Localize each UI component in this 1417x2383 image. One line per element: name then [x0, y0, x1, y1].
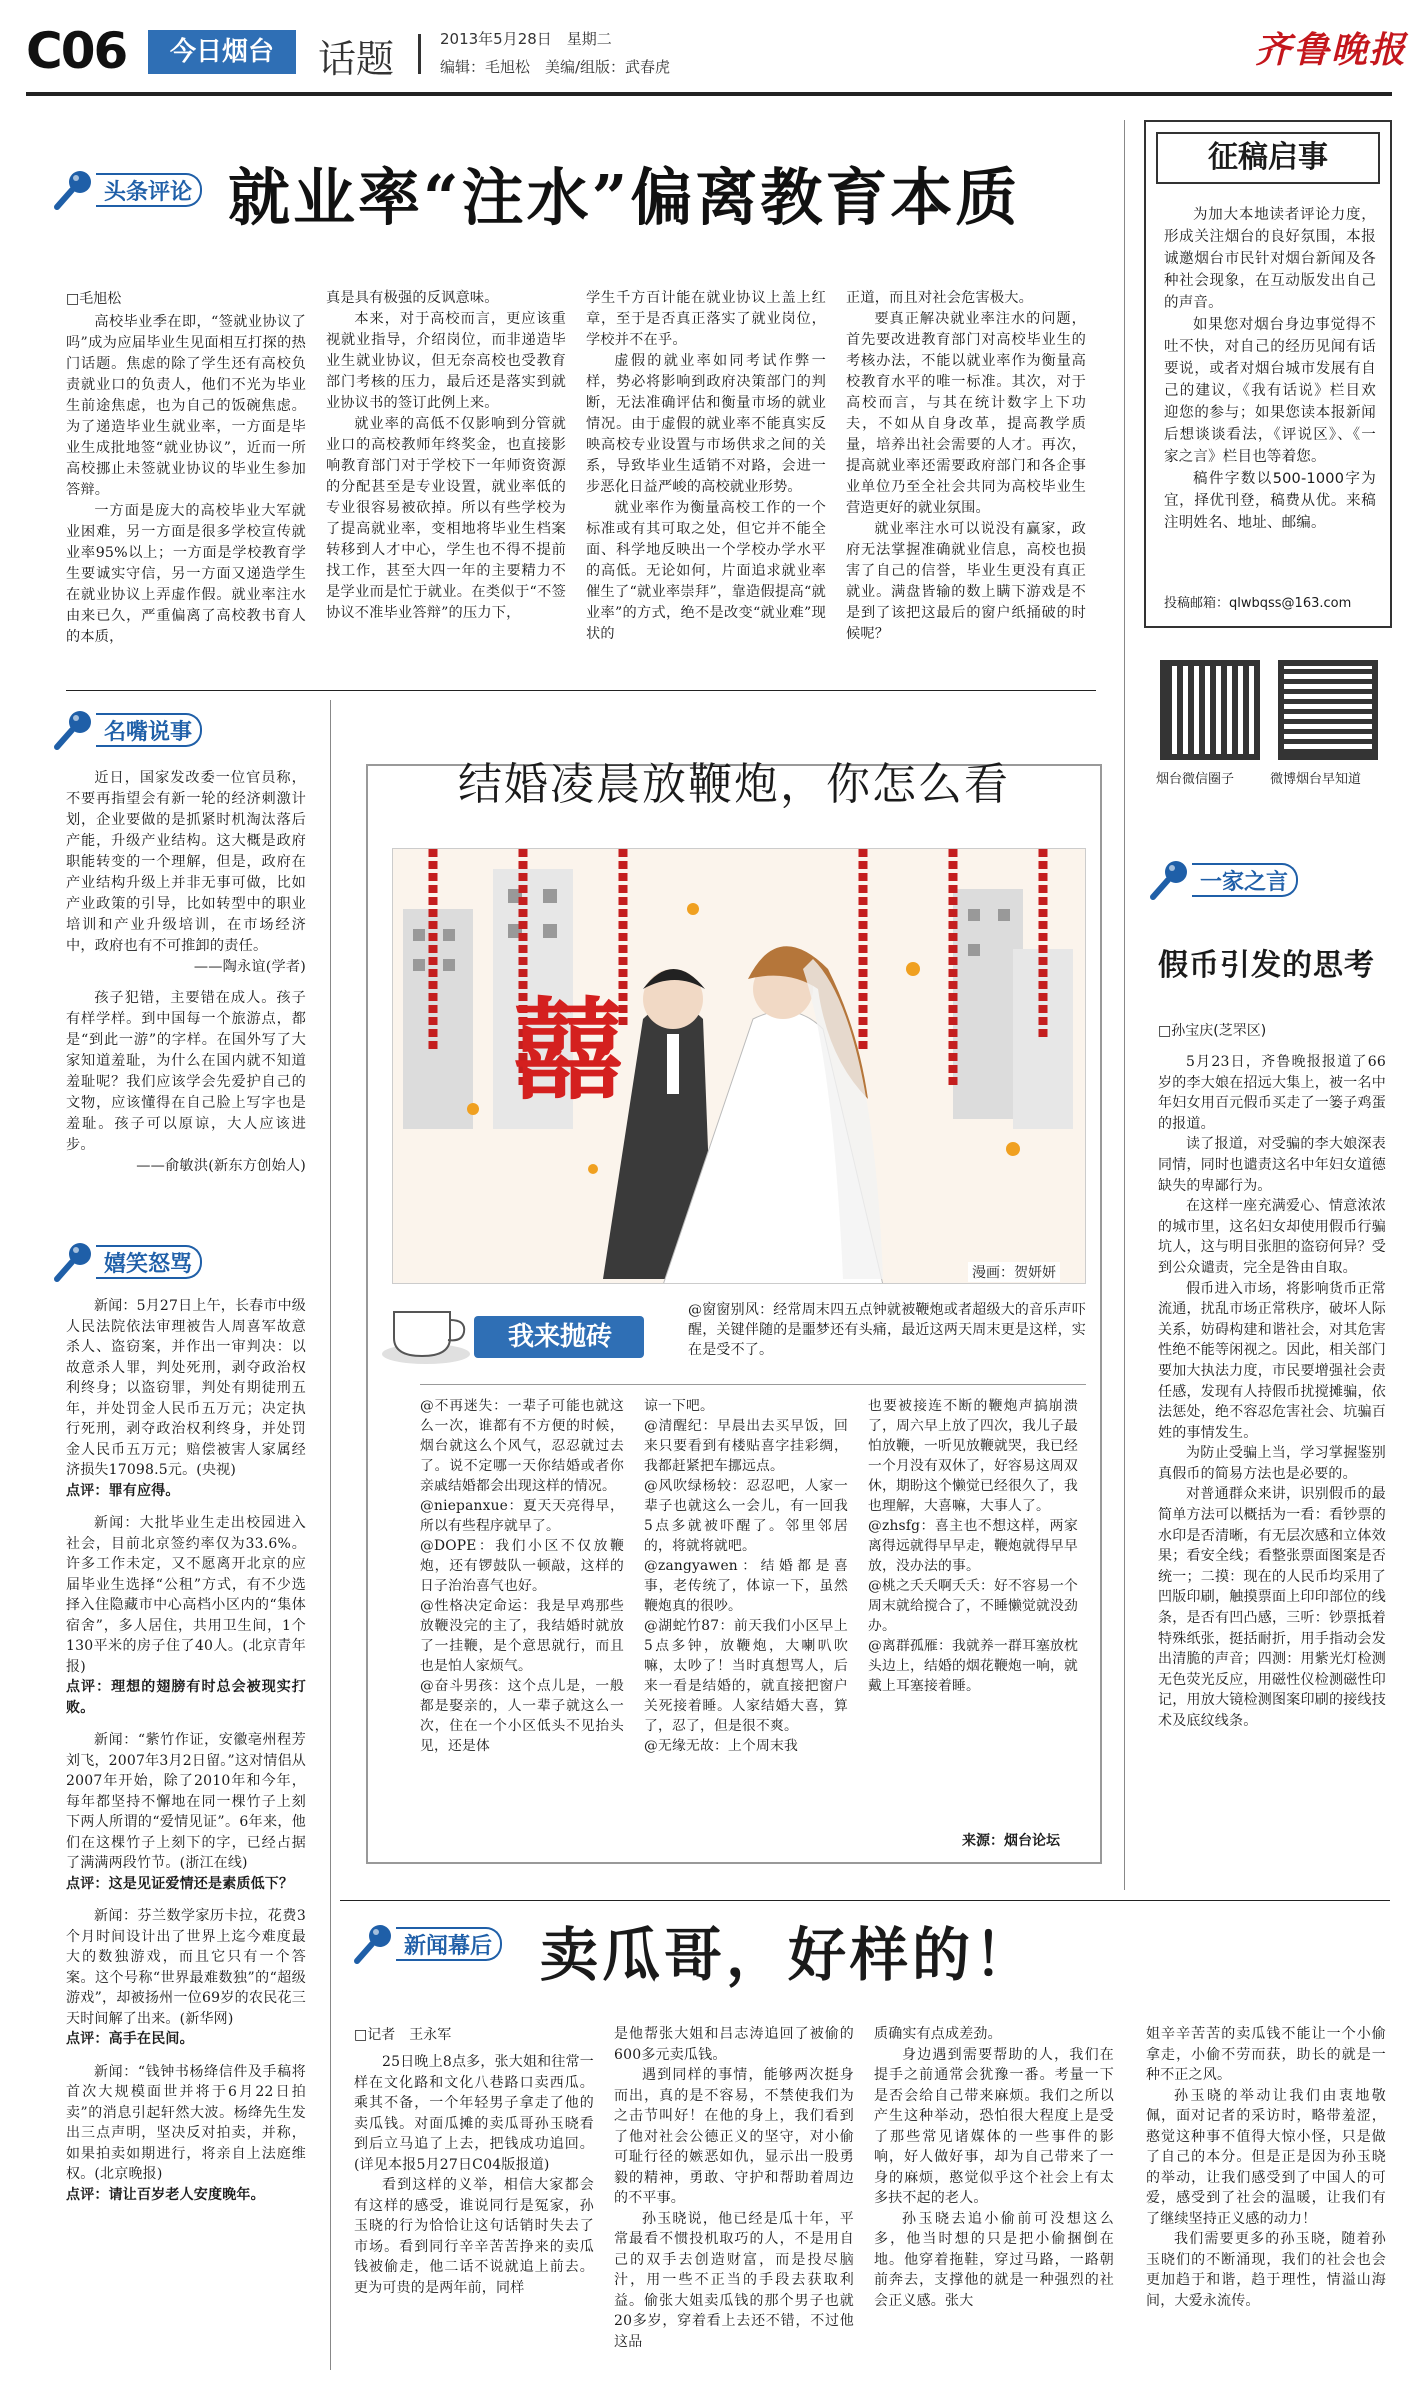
page-header	[0, 0, 1417, 100]
wedding-cartoon	[392, 848, 1086, 1284]
famous-column: 近日，国家发改委一位官员称，不要再指望会有新一轮的经济刺激计划，企业要做的是抓紧时机淘汰落后产能，升级产业结构。这大概是政府职能转变的一个理解，但是，政府在产业结构升级上并非无事可做，比如产业政策的引导，比如转型中的职业培训和产业升级培训，在市场经济中，政府也有不可推卸的责任。 ——陶永谊(学者) 孩子犯错，主要错在成人。孩子有样学样。到中国每一个旅游点，都是“到此一游”的字样。在国外写了大家知道羞耻，为什么在国内就不知道羞耻呢？我们应该学会先爱护自己的文物，应该懂得在自己脸上写字也是羞耻。孩子可以原谅，大人应该进步。 ——俞敏洪(新东方创始人)	[66, 770, 306, 1174]
lead-column-2: 真是具有极强的反讽意味。 本来，对于高校而言，更应该重视就业指导，介绍岗位，而非递造毕业生就业协议，但无奈高校也受教育部门考核的压力，最后还是落实到就业协议书的签订此例上来。 就业率的高低不仅影响到分管就业口的高校教师年终奖金，也直接影响教育部门对于学校下一年师资资源的分配甚至是专业设置，就业率低的专业很容易被砍掉。所以有些学校为了提高就业率，变相地将毕业生档案转移到人才中心，学生也不得不提前找工作，甚至大四一年的主要精力不是学业而是忙于就业。在类似于“不签协议不准毕业答辩”的压力下，	[326, 290, 566, 621]
opinion-tag: 一家之言	[1148, 858, 1298, 902]
topic-label: 话题	[318, 37, 395, 81]
opinion-byline: □孙宝庆(芝罘区)	[1158, 1023, 1267, 1039]
microphone-icon	[52, 168, 96, 212]
lead-tag: 头条评论	[52, 168, 202, 212]
laugh-tag: 嬉笑怒骂	[52, 1240, 202, 1284]
wedding-title: 结婚凌晨放鞭炮，你怎么看	[458, 759, 1010, 810]
laugh-column: 新闻：5月27日上午，长春市中级人民法院依法审理被告人周喜军故意杀人、盗窃案，并作出一审判决：以故意杀人罪，判处死刑，剥夺政治权利终身；以盗窃罪，判处有期徒刑五年，并处罚金人民币五万元；决定执行死刑，剥夺政治权利终身，并处罚金人民币五万元；赔偿被害人家属经济损失17098.5元。(央视) 点评：罪有应得。 新闻：大批毕业生走出校园进入社会，目前北京签约率仅为33.6%。许多工作未定，又不愿离开北京的应届毕业生选择“公租”方式，有不少选择入住隐藏市中心高档小区内的“集体宿舍”，多人居住，共用卫生间，1个130平米的房子住了40人。(北京青年报) 点评：理想的翅膀有时总会被现实打败。 新闻：“紫竹作证，安徽亳州程芳刘飞，2007年3月2日留。”这对情侣从2007年开始，除了2010年和今年，每年都坚持不懈地在同一棵竹子上刻下两人所谓的“爱情见证”。6年来，他们在这棵竹子上刻下的字，已经占据了满满两段竹节。(浙江在线) 点评：这是见证爱情还是素质低下？ 新闻：芬兰数学家历卡拉，花费3个月时间设计出了世界上迄今难度最大的数独游戏，而且它只有一个答案。这个号称“世界最难数独”的“超级游戏”，却被扬州一位69岁的农民花三天时间解了出来。(新华网) 点评：高手在民间。 新闻：“钱钟书杨绛信件及手稿将首次大规模面世并将于6月22日拍卖”的消息引起轩然大波。杨绛先生发出三点声明，坚决反对拍卖，并称，如果拍卖如期进行，将亲自上法庭维权。(北京晚报) 点评：请让百岁老人安度晚年。	[66, 1298, 306, 2203]
section-badge: 今日烟台	[148, 30, 296, 74]
wedding-source: 来源：烟台论坛	[962, 1833, 1060, 1849]
melon-title: 卖瓜哥，好样的！	[540, 1921, 1037, 1989]
melon-column-1: 25日晚上8点多，张大姐和往常一样在文化路和文化八巷路口卖西瓜。乘其不备，一个年轻男子拿走了他的卖瓜钱。对面瓜摊的卖瓜哥孙玉晓看到后立马追了上去，把钱成功追回。(详见本报5月27日C04版报道) 看到这样的义举，相信大家都会有这样的感受，谁说同行是冤家，孙玉晓的行为恰恰让这句话销时失去了市场。看到同行辛辛苦苦挣来的卖瓜钱被偷走，他二话不说就追上前去。更为可贵的是两年前，同样	[354, 2054, 594, 2296]
melon-byline: □记者 王永军	[354, 2027, 452, 2043]
notice-box	[1144, 120, 1392, 628]
qr-code-wechat[interactable]	[1160, 660, 1260, 760]
cartoon-credit: 漫画：贺妍妍	[968, 1262, 1060, 1282]
header-rule	[26, 92, 1392, 96]
wedding-column-1: @不再迷失：一辈子可能也就这么一次，谁都有不方便的时候，烟台就这么个风气，忍忍就过去了。说不定哪一天你结婚或者你亲戚结婚都会出现这样的情况。 @niepanxue：夏天天亮得早，所以有些程序就早了。 @DOPE：我们小区不仅放鞭炮，还有锣鼓队一顿敲，这样的日子治治喜气也好。 @性格决定命运：我是早鸡那些放鞭没完的主了，我结婚时就放了一挂鞭，是个意思就行，而且也是怕人家烦气。 @奋斗男孩：这个点儿是，一般都是娶亲的，人一辈子就这么一次，住在一个小区低头不见抬头见，还是体	[420, 1398, 624, 1754]
melon-column-2: 是他帮张大姐和吕志涛追回了被偷的600多元卖瓜钱。 遇到同样的事情，能够两次挺身而出，真的是不容易，不禁使我们为之击节叫好！在他的身上，我们看到了他对社会公德正义的坚守，对小偷可耻行径的嫉恶如仇，显示出一股勇毅的精神，勇敢、守护和帮助着周边的不平事。 孙玉晓说，他已经是瓜十年，平常最看不惯投机取巧的人，不是用自己的双手去创造财富，而是投尽脑汁，用一些不正当的手段去获取利益。偷张大姐卖瓜钱的那个男子也就20多岁，穿着看上去还不错，不过他这品	[614, 2026, 854, 2350]
divider	[1124, 120, 1125, 1890]
brick-badge	[378, 1292, 658, 1372]
issue-date: 2013年5月28日 星期二	[440, 30, 612, 48]
qr-label-weibo: 微博烟台早知道	[1270, 772, 1362, 787]
divider	[420, 1384, 1086, 1385]
brick-intro: @窗窗别风：经常周末四五点钟就被鞭炮或者超级大的音乐声吓醒，关键伴随的是噩梦还有头痛，最近这两天周末更是这样，实在是受不了。	[688, 1302, 1086, 1358]
qr-label-wechat: 烟台微信圈子	[1156, 772, 1235, 787]
lead-column-3: 学生千方百计能在就业协议上盖上红章，至于是否真正落实了就业岗位，学校并不在乎。 虚假的就业率如同考试作弊一样，势必将影响到政府决策部门的判断，无法准确评估和衡量市场的就业情况。由于虚假的就业率不能真实反映高校专业设置与市场供求之间的关系，导致毕业生适销不对路，会进一步恶化日益严峻的高校就业形势。 就业率作为衡量高校工作的一个标准或有其可取之处，但它并不能全面、科学地反映出一个学校办学水平的高低。无论如何，片面追求就业率催生了“就业率崇拜”，靠造假提高“就业率”的方式，绝不是改变“就业难”现状的	[586, 290, 826, 642]
microphone-icon	[52, 1240, 96, 1284]
microphone-icon	[52, 708, 96, 752]
lead-title: 就业率“注水”偏离教育本质	[228, 161, 1021, 234]
lead-column-4: 正道，而且对社会危害极大。 要真正解决就业率注水的问题，首先要改进教育部门对高校毕业生的考核办法，不能以就业率作为衡量高校教育水平的唯一标准。其次，对于高校而言，与其在统计数字上下功夫，不如从自身改革，提高教学质量，培养出社会需要的人才。再次，提高就业率还需要政府部门和各企事业单位乃至全社会共同为高校毕业生营造更好的就业氛围。 就业率注水可以说没有赢家，政府无法掌握准确就业信息，高校也损害了自己的信誉，毕业生更没有真正就业。满盘皆输的数上瞒下游戏是不是到了该把这最后的窗户纸捅破的时候呢？	[846, 290, 1086, 642]
microphone-icon	[352, 1922, 396, 1966]
divider	[66, 690, 1096, 691]
melon-column-4: 姐辛辛苦苦的卖瓜钱不能让一个小偷拿走，小偷不劳而获，助长的就是一种不正之风。 孙玉晓的举动让我们由衷地敬佩，面对记者的采访时，略带羞涩，憨觉这种事不值得大惊小怪，只是做了自己的本分。但是正是因为孙玉晓的举动，让我们感受到了中国人的可爱，感受到了社会的温暖，让我们有了继续坚持正义感的动力！ 我们需要更多的孙玉晓，随着孙玉晓们的不断涌现，我们的社会也会更加趋于和谐，趋于理性，情溢山海间，大爱永流传。	[1146, 2026, 1386, 2309]
opinion-body: 5月23日，齐鲁晚报报道了66岁的李大娘在招远大集上，被一名中年妇女用百元假币买走了一篓子鸡蛋的报道。 读了报道，对受骗的李大娘深表同情，同时也谴责这名中年妇女道德缺失的卑鄙行为。 在这样一座充满爱心、情意浓浓的城市里，这名妇女却使用假币行骗坑人，这与明目张胆的盗窃何异？受到公众谴责，完全是咎由自取。 假币进入市场，将影响货币正常流通，扰乱市场正常秩序，破坏人际关系，妨碍构建和谐社会，对其危害性绝不能等闲视之。因此，相关部门要加大执法力度，市民要增强社会责任感，发现有人持假币扰搅摊骗，依法惩处，绝不容忍危害社会、坑骗百姓的事情发生。 为防止受骗上当，学习掌握鉴别真假币的简易方法也是必要的。 对普通群众来讲，识别假币的最简单方法可以概括为一看：看钞票的水印是否清晰，有无层次感和立体效果；看安全线；看整张票面图案是否统一；二摸：现在的人民币均采用了凹版印刷，触摸票面上印印部位的线条，是否有凹凸感，三听：钞票抵着特殊纸张，挺括耐折，用手指动会发出清脆的声音；四测：用紫光灯检测无色荧光反应，用磁性仪检测磁性印记，用放大镜检测图案印刷的接线技术及底纹线条。	[1158, 1054, 1386, 1729]
opinion-title: 假币引发的思考	[1158, 948, 1375, 983]
notice-title: 征稿启事	[1156, 132, 1380, 184]
notice-email[interactable]: 投稿邮箱：qlwbqss@163.com	[1164, 596, 1352, 611]
divider	[330, 700, 331, 2370]
svg-text:囍: 囍	[513, 987, 623, 1115]
header-divider	[418, 34, 421, 74]
melon-column-3: 质确实有点成差劲。 身边遇到需要帮助的人，我们在提手之前通常会犹豫一番。考量一下是否会给自己带来麻烦。我们之所以产生这种举动，恐怕很大程度上是受了那些常见诸媒体的一些事件的影响，好人做好事，却为自己带来了一身的麻烦，憨觉似乎这个社会上有太多扶不起的老人。 孙玉晓去追小偷前可没想这么多，他当时想的只是把小偷捆倒在地。他穿着拖鞋，穿过马路，一路朝前奔去，支撑他的就是一种强烈的社会正义感。张大	[874, 2026, 1114, 2309]
divider	[340, 1900, 1390, 1901]
notice-body: 为加大本地读者评论力度，形成关注烟台的良好氛围，本报诚邀烟台市民针对烟台新闻及各种社会现象，在互动版发出自己的声音。 如果您对烟台身边事觉得不吐不快，对自己的经历见闻有话要说，或者对烟台城市发展有自己的建议，《我有话说》栏目欢迎您的参与；如果您读本报新闻后想谈谈看法，《评说区》、《一家之言》栏目也等着您。 稿件字数以500-1000字为宜，择优刊登，稿费从优。来稿注明姓名、地址、邮编。	[1164, 207, 1376, 531]
lead-byline: □毛旭松	[66, 291, 122, 307]
brick-tag: 我来抛砖	[507, 1322, 612, 1352]
newspaper-logo: 齐鲁晚报	[1255, 29, 1408, 71]
wedding-column-2: 谅一下吧。 @清醒纪：早晨出去买早饭，回来只要看到有楼贴喜字挂彩绸，我都赶紧把车挪远点。 @风吹绿杨较：忍忍吧，人家一辈子也就这么一会儿，有一回我5点多就被吓醒了。邻里邻居的，将就将就吧。 @zangyawen：结婚都是喜事，老传统了，体谅一下，虽然鞭炮真的很吵。 @湖蛇竹87：前天我们小区早上5点多钟，放鞭炮，大喇叭吹嘛，太吵了！当时真想骂人，后来一看是结婚的，就直接把窗户关死接着睡。人家结婚大喜，算了，忍了，但是很不爽。 @无缘无故：上个周末我	[644, 1398, 848, 1754]
page-number: C06	[26, 22, 127, 80]
microphone-icon	[1148, 858, 1192, 902]
lead-column-1: 高校毕业季在即，“签就业协议了吗”成为应届毕业生见面相互打探的热门话题。焦虑的除了学生还有高校负责就业口的负责人，他们不光为毕业生前途焦虑，也为自己的饭碗焦虑。为了递造毕业生就业率，一方面是毕业生成批地签“就业协议”，近而一所高校挪止未签就业协议的毕业生参加答辩。 一方面是庞大的高校毕业大军就业困难，另一方面是很多学校宣传就业率95%以上；一方面是学校教育学生要诚实守信，另一方面又递造学生在就业协议上弄虚作假。就业率注水由来已久，严重偏离了高校教书育人的本质，	[66, 314, 306, 645]
qr-code-weibo[interactable]	[1278, 660, 1378, 760]
wedding-column-3: 也要被接连不断的鞭炮声搞崩溃了，周六早上放了四次，我儿子最怕放鞭，一听见放鞭就哭，我已经一个月没有双休了，好容易这周双休，期盼这个懒觉已经很久了，我也理解，大喜嘛，大事人了。 @zhsfg：喜主也不想这样，两家离得远就得早早走，鞭炮就得早早放，没办法的事。 @桃之夭夭啊夭夭：好不容易一个周末就给搅合了，不睡懒觉就没劲办。 @离群孤雁：我就养一群耳塞放枕头边上，结婚的烟花鞭炮一响，就戴上耳塞接着睡。	[868, 1398, 1078, 1694]
melon-tag: 新闻幕后	[352, 1922, 502, 1966]
editors-line: 编辑：毛旭松 美编/组版：武春虎	[440, 58, 671, 76]
famous-tag: 名嘴说事	[52, 708, 202, 752]
